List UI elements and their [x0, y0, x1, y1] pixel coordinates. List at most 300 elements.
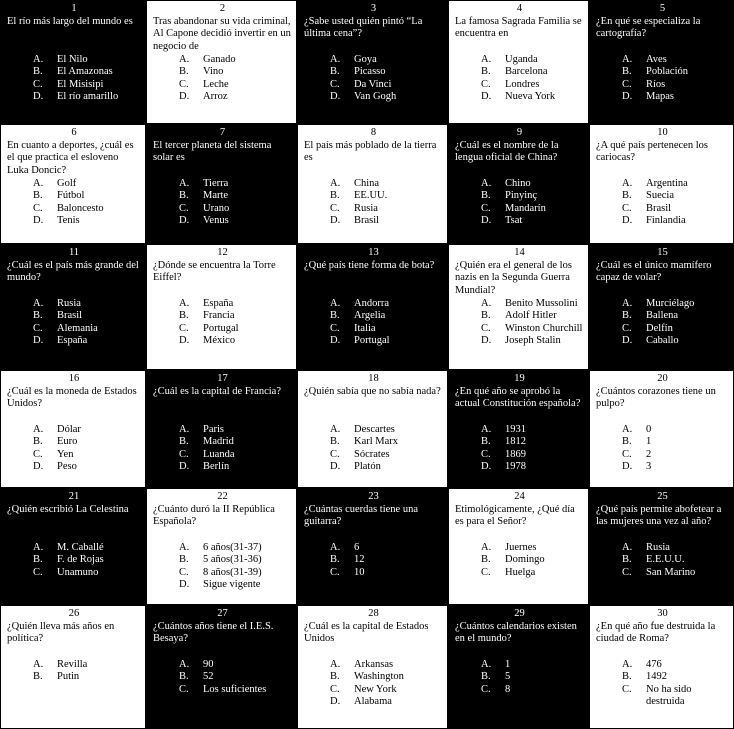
question-text: ¿En qué se especializa la cartografía? — [596, 15, 701, 39]
option-letter: C. — [33, 448, 43, 460]
quiz-cell-15 — [589, 244, 734, 370]
answer-options — [455, 178, 584, 228]
option-letter: B. — [330, 554, 340, 566]
quiz-cell-2 — [146, 0, 297, 124]
answer-option — [179, 424, 292, 437]
question-number: 18 — [368, 373, 379, 384]
question-text: ¿Dónde se encuentra la Torre Eiffel? — [153, 259, 276, 283]
option-letter: B. — [330, 66, 340, 78]
answer-option — [481, 66, 584, 79]
quiz-cell-10 — [589, 124, 734, 244]
option-text: No ha sido destruida — [646, 683, 692, 708]
answer-option — [481, 554, 584, 567]
option-text: 1492 — [646, 671, 667, 683]
option-letter: A. — [622, 297, 633, 309]
option-letter: C. — [179, 202, 189, 214]
question-text: ¿Cuál es el país más grande del mundo? — [7, 259, 139, 283]
answer-option — [330, 449, 443, 462]
answer-option — [330, 79, 443, 92]
option-text: Mandarín — [505, 202, 546, 214]
question-text: El país más poblado de la tierra es — [304, 139, 437, 163]
option-letter: C. — [622, 78, 632, 90]
answer-option — [622, 178, 729, 191]
option-letter: C. — [330, 322, 340, 334]
answer-option — [622, 461, 729, 474]
quiz-cell-29 — [448, 605, 589, 729]
option-letter: A. — [330, 177, 341, 189]
answer-options — [153, 54, 292, 104]
option-letter: A. — [33, 297, 44, 309]
question-text: ¿Qué país permite abofetear a las mujeres una vez al año? — [596, 503, 722, 527]
option-letter: C. — [179, 322, 189, 334]
quiz-cell-5 — [589, 0, 734, 124]
option-text: Paris — [203, 423, 224, 435]
option-text: Ríos — [646, 78, 666, 90]
option-text: Putin — [57, 671, 80, 683]
answer-options — [153, 298, 292, 348]
option-text: El Misisipi — [57, 78, 104, 90]
answer-option — [179, 178, 292, 191]
option-text: Barcelona — [505, 66, 548, 78]
option-letter: D. — [481, 461, 492, 473]
option-letter: D. — [330, 335, 341, 347]
answer-option — [33, 215, 141, 228]
option-text: Urano — [203, 202, 230, 214]
option-text: Vino — [203, 66, 224, 78]
option-text: Alabama — [354, 696, 392, 708]
option-text: New York — [354, 683, 397, 695]
quiz-cell-22 — [146, 488, 297, 605]
answer-option — [330, 684, 443, 697]
option-text: 3 — [646, 461, 652, 473]
answer-options — [455, 54, 584, 104]
answer-option — [179, 79, 292, 92]
option-letter: B. — [481, 436, 491, 448]
answer-options — [304, 54, 443, 104]
answer-options — [7, 298, 141, 348]
option-letter: B. — [481, 554, 491, 566]
question-number: 27 — [217, 608, 228, 619]
option-text: Los suficientes — [203, 683, 267, 695]
option-text: Unamuno — [57, 566, 99, 578]
option-letter: A. — [179, 297, 190, 309]
answer-option — [481, 335, 584, 348]
option-letter: A. — [622, 658, 633, 670]
quiz-cell-16 — [0, 370, 146, 488]
answer-option — [622, 424, 729, 437]
option-letter: C. — [330, 566, 340, 578]
option-letter: C. — [481, 683, 491, 695]
option-text: Yen — [57, 448, 74, 460]
answer-option — [330, 310, 443, 323]
option-letter: C. — [330, 448, 340, 460]
option-letter: D. — [179, 215, 190, 227]
option-letter: D. — [179, 335, 190, 347]
answer-option — [33, 436, 141, 449]
option-letter: A. — [33, 53, 44, 65]
question-text: ¿En qué año fue destruida la ciudad de Roma? — [596, 620, 716, 644]
answer-option — [622, 335, 729, 348]
answer-option — [481, 671, 584, 684]
option-text: 90 — [203, 658, 214, 670]
question-text: ¿Cuál es la capital de Francia? — [153, 385, 281, 397]
question-number: 6 — [71, 127, 77, 138]
question-number: 25 — [657, 491, 668, 502]
option-text: 12 — [354, 554, 365, 566]
question-number: 14 — [514, 247, 525, 258]
option-text: Platón — [354, 461, 381, 473]
option-text: Portugal — [203, 322, 239, 334]
answer-option — [33, 190, 141, 203]
answer-option — [622, 215, 729, 228]
question-text: ¿Cuántos corazones tiene un pulpo? — [596, 385, 716, 409]
answer-options — [153, 542, 292, 592]
answer-option — [330, 203, 443, 216]
answer-option — [622, 91, 729, 104]
answer-option — [330, 178, 443, 191]
option-text: Arkansas — [354, 658, 394, 670]
option-text: Suecia — [646, 190, 674, 202]
option-letter: A. — [179, 177, 190, 189]
question-number: 12 — [217, 247, 228, 258]
option-letter: C. — [481, 322, 491, 334]
quiz-cell-27 — [146, 605, 297, 729]
answer-option — [622, 190, 729, 203]
option-text: San Marino — [646, 566, 696, 578]
answer-option — [330, 696, 443, 709]
option-letter: B. — [622, 671, 632, 683]
answer-options — [455, 298, 584, 348]
answer-options — [7, 659, 141, 684]
answer-options — [455, 542, 584, 580]
option-text: Venus — [203, 215, 229, 227]
answer-option — [179, 310, 292, 323]
question-text: ¿Qué país tiene forma de bota? — [304, 259, 435, 271]
option-letter: A. — [179, 423, 190, 435]
option-letter: B. — [330, 671, 340, 683]
answer-option — [330, 54, 443, 67]
answer-option — [33, 79, 141, 92]
question-text: ¿Sabe usted quién pintó “La última cena”? — [304, 15, 423, 39]
option-letter: D. — [330, 696, 341, 708]
question-text: ¿Cuál es el nombre de la lengua oficial de China? — [455, 139, 559, 163]
option-letter: D. — [33, 91, 44, 103]
option-letter: C. — [481, 78, 491, 90]
answer-option — [179, 461, 292, 474]
question-number: 22 — [217, 491, 228, 502]
option-text: Da Vinci — [354, 78, 392, 90]
answer-option — [330, 91, 443, 104]
quiz-cell-12 — [146, 244, 297, 370]
answer-option — [330, 424, 443, 437]
answer-option — [179, 66, 292, 79]
option-text: Madrid — [203, 436, 234, 448]
option-letter: C. — [622, 566, 632, 578]
question-text: ¿Quién sabía que no sabía nada? — [304, 385, 441, 397]
quiz-cell-14 — [448, 244, 589, 370]
option-text: Murciélago — [646, 297, 695, 309]
option-letter: D. — [481, 91, 492, 103]
question-text: ¿Cuál es el único mamífero capaz de volar? — [596, 259, 712, 283]
option-text: Sócrates — [354, 448, 390, 460]
question-text: ¿A qué país pertenecen los cariocas? — [596, 139, 708, 163]
answer-option — [481, 310, 584, 323]
option-letter: B. — [622, 436, 632, 448]
answer-option — [622, 323, 729, 336]
option-letter: B. — [481, 310, 491, 322]
option-text: China — [354, 177, 380, 189]
option-letter: D. — [622, 91, 633, 103]
answer-options — [153, 659, 292, 697]
answer-option — [330, 554, 443, 567]
option-text: Alemania — [57, 322, 98, 334]
option-text: Van Gogh — [354, 91, 397, 103]
question-text: Tras abandonar su vida criminal, Al Capone decidió invertir en un negocio de — [153, 15, 291, 52]
question-text: ¿Quién lleva más años en política? — [7, 620, 115, 644]
answer-option — [330, 190, 443, 203]
option-letter: A. — [330, 423, 341, 435]
answer-option — [330, 461, 443, 474]
option-text: Francia — [203, 310, 235, 322]
option-text: 5 — [505, 671, 511, 683]
option-letter: C. — [481, 448, 491, 460]
option-letter: B. — [179, 554, 189, 566]
option-text: Goya — [354, 53, 377, 65]
option-letter: A. — [330, 53, 341, 65]
option-letter: C. — [481, 202, 491, 214]
option-text: Rusia — [57, 297, 81, 309]
answer-option — [622, 298, 729, 311]
option-letter: B. — [33, 190, 43, 202]
option-letter: D. — [330, 91, 341, 103]
question-number: 26 — [68, 608, 80, 619]
option-text: Joseph Stalin — [505, 335, 561, 347]
option-letter: C. — [33, 566, 43, 578]
option-text: Tierra — [203, 177, 229, 189]
quiz-cell-24 — [448, 488, 589, 605]
option-text: Rusia — [354, 202, 378, 214]
answer-option — [33, 66, 141, 79]
option-text: Dólar — [57, 423, 81, 435]
answer-options — [153, 424, 292, 474]
option-letter: A. — [481, 53, 492, 65]
answer-option — [481, 449, 584, 462]
option-letter: C. — [330, 78, 340, 90]
option-text: 476 — [646, 658, 662, 670]
answer-option — [622, 554, 729, 567]
answer-option — [622, 66, 729, 79]
answer-option — [481, 323, 584, 336]
answer-option — [622, 449, 729, 462]
option-text: Finlandia — [646, 215, 686, 227]
answer-option — [33, 178, 141, 191]
option-text: Tsat — [505, 215, 523, 227]
option-text: El Nilo — [57, 53, 88, 65]
answer-option — [33, 310, 141, 323]
answer-options — [304, 659, 443, 709]
answer-option — [330, 436, 443, 449]
option-text: 1869 — [505, 448, 526, 460]
quiz-cell-17 — [146, 370, 297, 488]
option-letter: C. — [179, 78, 189, 90]
quiz-cell-7 — [146, 124, 297, 244]
option-letter: C. — [179, 448, 189, 460]
question-text: ¿Cuántos calendarios existen en el mundo? — [455, 620, 577, 644]
answer-options — [304, 298, 443, 348]
option-text: Adolf Hitler — [505, 310, 557, 322]
answer-options — [455, 659, 584, 697]
option-letter: C. — [622, 448, 632, 460]
answer-option — [622, 567, 729, 580]
option-text: Picasso — [354, 66, 386, 78]
answer-option — [622, 310, 729, 323]
option-text: México — [203, 335, 236, 347]
option-letter: A. — [622, 177, 633, 189]
option-letter: D. — [622, 335, 633, 347]
option-letter: A. — [33, 423, 44, 435]
option-letter: D. — [179, 579, 190, 591]
question-text: ¿Cuál es la moneda de Estados Unidos? — [7, 385, 137, 409]
question-text: ¿Quién era el general de los nazis en la Segunda Guerra Mundial? — [455, 259, 572, 296]
option-text: Marte — [203, 190, 229, 202]
question-number: 3 — [370, 3, 377, 14]
option-letter: B. — [179, 66, 189, 78]
option-text: El río amarillo — [57, 91, 119, 103]
answer-option — [481, 659, 584, 672]
option-letter: A. — [33, 177, 44, 189]
option-letter: C. — [481, 566, 491, 578]
answer-option — [330, 671, 443, 684]
option-letter: B. — [33, 310, 43, 322]
option-letter: B. — [622, 190, 632, 202]
quiz-cell-1 — [0, 0, 146, 124]
question-number: 2 — [219, 3, 226, 14]
quiz-cell-4 — [448, 0, 589, 124]
option-text: Rusia — [646, 541, 670, 553]
answer-option — [179, 567, 292, 580]
option-letter: B. — [481, 66, 491, 78]
option-text: Winston Churchill — [505, 322, 583, 334]
quiz-cell-3 — [297, 0, 448, 124]
option-text: E.E.U.U. — [646, 554, 685, 566]
question-number: 1 — [71, 3, 77, 14]
answer-option — [179, 203, 292, 216]
question-number: 10 — [657, 127, 668, 138]
question-text: ¿Cuánto duró la II República Española? — [153, 503, 275, 527]
option-letter: A. — [330, 541, 341, 553]
answer-option — [330, 323, 443, 336]
answer-options — [153, 178, 292, 228]
question-text: En cuanto a deportes, ¿cuál es el que practica el esloveno Luka Doncic? — [7, 139, 134, 176]
option-text: Aves — [646, 53, 667, 65]
answer-option — [481, 203, 584, 216]
answer-option — [179, 542, 292, 555]
answer-option — [33, 461, 141, 474]
question-number: 17 — [217, 373, 228, 384]
option-text: Tenis — [57, 215, 80, 227]
option-text: Italia — [354, 322, 376, 334]
question-text: El tercer planeta del sistema solar es — [153, 139, 272, 163]
option-text: Caballo — [646, 335, 679, 347]
answer-option — [179, 54, 292, 67]
option-text: Baloncesto — [57, 202, 104, 214]
answer-options — [7, 424, 141, 474]
option-text: Población — [646, 66, 688, 78]
option-letter: D. — [330, 461, 341, 473]
answer-option — [622, 659, 729, 672]
answer-option — [179, 671, 292, 684]
answer-options — [596, 659, 729, 709]
question-number: 7 — [219, 127, 226, 138]
option-letter: B. — [33, 436, 43, 448]
answer-option — [622, 54, 729, 67]
answer-options — [304, 424, 443, 474]
question-number: 15 — [657, 247, 668, 258]
option-text: Portugal — [354, 335, 390, 347]
answer-option — [179, 190, 292, 203]
answer-option — [481, 542, 584, 555]
answer-option — [622, 79, 729, 92]
option-text: 10 — [354, 566, 365, 578]
option-text: 1931 — [505, 423, 526, 435]
option-text: Pinyinç — [505, 190, 538, 202]
option-letter: D. — [481, 215, 492, 227]
option-text: Argelia — [354, 310, 386, 322]
option-letter: D. — [179, 91, 190, 103]
answer-option — [330, 567, 443, 580]
option-letter: C. — [330, 202, 340, 214]
option-text: 5 años(31-36) — [203, 554, 262, 566]
quiz-cell-13 — [297, 244, 448, 370]
question-number: 13 — [368, 247, 379, 258]
option-letter: C. — [330, 683, 340, 695]
answer-option — [179, 335, 292, 348]
question-number: 20 — [657, 373, 668, 384]
answer-option — [179, 436, 292, 449]
option-text: Domingo — [505, 554, 545, 566]
option-letter: C. — [622, 202, 632, 214]
answer-option — [330, 215, 443, 228]
option-letter: B. — [330, 190, 340, 202]
answer-option — [33, 298, 141, 311]
option-text: Chino — [505, 177, 531, 189]
option-letter: B. — [330, 436, 340, 448]
answer-option — [33, 323, 141, 336]
option-letter: A. — [622, 53, 633, 65]
answer-options — [304, 542, 443, 580]
answer-options — [596, 54, 729, 104]
option-text: Berlín — [203, 461, 230, 473]
option-letter: B. — [179, 190, 189, 202]
option-letter: B. — [622, 554, 632, 566]
answer-options — [304, 178, 443, 228]
quiz-cell-18 — [297, 370, 448, 488]
answer-option — [330, 542, 443, 555]
option-text: Arroz — [203, 91, 228, 103]
answer-option — [179, 298, 292, 311]
option-letter: C. — [33, 322, 43, 334]
option-text: Andorra — [354, 297, 389, 309]
answer-option — [330, 66, 443, 79]
quiz-cell-30 — [589, 605, 734, 729]
quiz-cell-20 — [589, 370, 734, 488]
option-letter: D. — [33, 335, 44, 347]
answer-option — [330, 298, 443, 311]
option-text: 2 — [646, 448, 652, 460]
question-number: 9 — [516, 127, 523, 138]
option-text: Mapas — [646, 91, 674, 103]
quiz-cell-26 — [0, 605, 146, 729]
